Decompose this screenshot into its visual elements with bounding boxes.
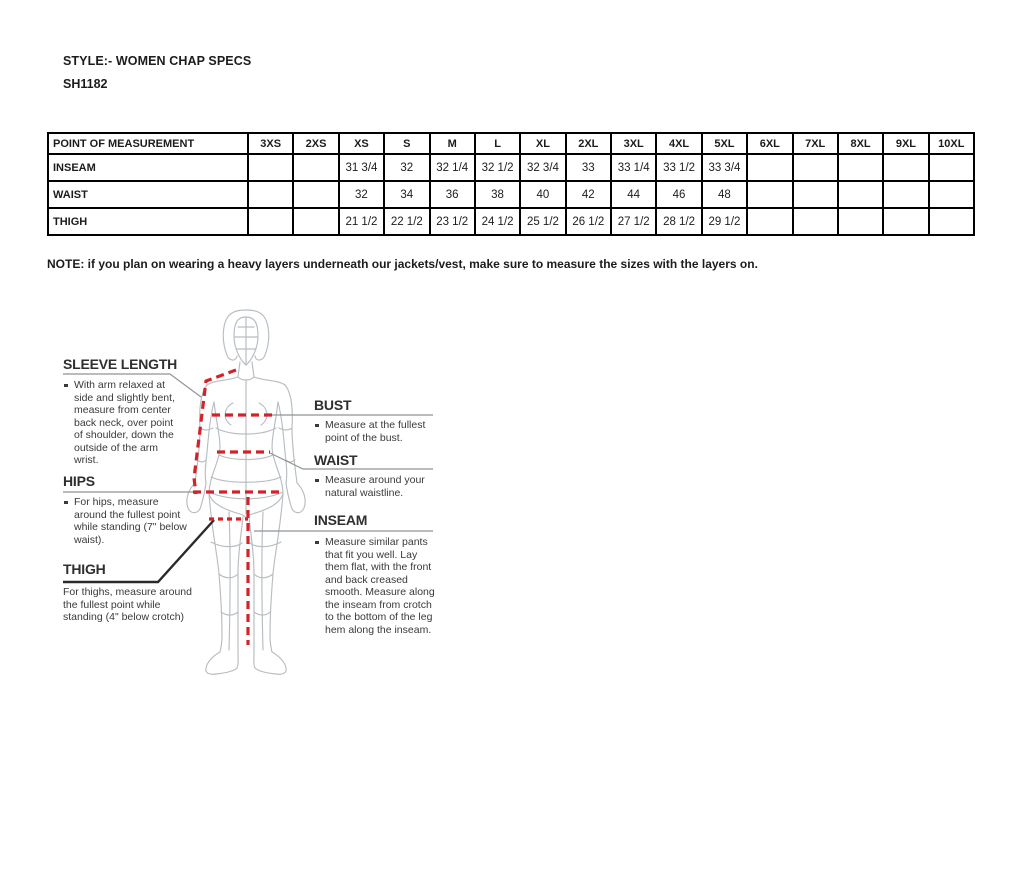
hips-title: HIPS: [63, 473, 95, 489]
measurement-value-cell: [293, 154, 338, 181]
bust-title: BUST: [314, 397, 352, 413]
column-header-size: 5XL: [702, 133, 747, 154]
column-header-point-of-measurement: POINT OF MEASUREMENT: [48, 133, 248, 154]
measurement-value-cell: 29 1/2: [702, 208, 747, 235]
measurement-value-cell: 32: [384, 154, 429, 181]
measurement-value-cell: [929, 208, 974, 235]
measurement-value-cell: 42: [566, 181, 611, 208]
measurement-value-cell: 23 1/2: [430, 208, 475, 235]
measurement-value-cell: [293, 181, 338, 208]
measurement-value-cell: 21 1/2: [339, 208, 384, 235]
measurement-value-cell: [248, 181, 293, 208]
sleeve-measure-line: [194, 370, 236, 494]
thigh-title: THIGH: [63, 561, 106, 577]
size-table-head: [48, 133, 974, 154]
hips-description: For hips, measure around the fullest point while standing (7" below waist).: [63, 496, 191, 546]
column-header-size: 6XL: [747, 133, 792, 154]
measurement-value-cell: 22 1/2: [384, 208, 429, 235]
column-header-size: 4XL: [656, 133, 701, 154]
measurement-value-cell: [838, 208, 883, 235]
size-table-header-row: [48, 133, 974, 154]
measurement-value-cell: [747, 154, 792, 181]
size-table: [47, 132, 975, 236]
measurement-row: [48, 154, 974, 181]
note-text: NOTE: if you plan on wearing a heavy layers underneath our jackets/vest, make sure to measure the sizes with the layers on.: [47, 257, 758, 271]
measurement-value-cell: [793, 181, 838, 208]
measurement-value-cell: 38: [475, 181, 520, 208]
style-code: SH1182: [63, 77, 108, 91]
measurement-value-cell: [838, 154, 883, 181]
column-header-size: 7XL: [793, 133, 838, 154]
bust-description: Measure at the fullest point of the bust.: [314, 419, 432, 444]
measurement-value-cell: [883, 181, 928, 208]
column-header-size: 8XL: [838, 133, 883, 154]
size-table-body: [48, 154, 974, 235]
measurement-value-cell: 33 3/4: [702, 154, 747, 181]
measurement-value-cell: [793, 208, 838, 235]
measurement-value-cell: [883, 154, 928, 181]
measurement-value-cell: 26 1/2: [566, 208, 611, 235]
measurement-value-cell: 24 1/2: [475, 208, 520, 235]
column-header-size: 10XL: [929, 133, 974, 154]
sleeve-length-title: SLEEVE LENGTH: [63, 356, 178, 372]
measurement-value-cell: 40: [520, 181, 565, 208]
row-label: WAIST: [48, 181, 248, 208]
measurement-value-cell: 32 1/4: [430, 154, 475, 181]
measurement-value-cell: [248, 208, 293, 235]
measurement-value-cell: 31 3/4: [339, 154, 384, 181]
measurement-value-cell: 34: [384, 181, 429, 208]
thigh-description: For thighs, measure around the fullest point while standing (4" below crotch): [63, 586, 192, 623]
inseam-title: INSEAM: [314, 512, 368, 528]
inseam-description: Measure similar pants that fit you well. Lay them flat, with the front and back creased smooth. Measure along the inseam from crotch to the bottom of the leg hem along the inseam.: [314, 536, 442, 636]
waist-title: WAIST: [314, 452, 358, 468]
measurement-value-cell: 32: [339, 181, 384, 208]
measurement-value-cell: 28 1/2: [656, 208, 701, 235]
waist-description: Measure around your natural waistline.: [314, 474, 428, 499]
measurement-value-cell: 27 1/2: [611, 208, 656, 235]
sleeve-length-description: With arm relaxed at side and slightly bent, measure from center back neck, over point of shoulder, down the outside of the arm wrist.: [63, 379, 177, 467]
measurement-value-cell: [747, 208, 792, 235]
measurement-value-cell: 33: [566, 154, 611, 181]
column-header-size: S: [384, 133, 429, 154]
measurement-value-cell: 36: [430, 181, 475, 208]
measurement-value-cell: 25 1/2: [520, 208, 565, 235]
column-header-size: XL: [520, 133, 565, 154]
measurement-value-cell: [293, 208, 338, 235]
measurement-value-cell: 46: [656, 181, 701, 208]
measurement-row: [48, 208, 974, 235]
measurement-value-cell: 32 1/2: [475, 154, 520, 181]
style-title: STYLE:- WOMEN CHAP SPECS: [63, 54, 252, 68]
measurement-value-cell: 33 1/4: [611, 154, 656, 181]
measurement-value-cell: [929, 154, 974, 181]
measurement-value-cell: [248, 154, 293, 181]
measurement-value-cell: [838, 181, 883, 208]
column-header-size: 2XL: [566, 133, 611, 154]
column-header-size: XS: [339, 133, 384, 154]
measurement-value-cell: 33 1/2: [656, 154, 701, 181]
column-header-size: 3XS: [248, 133, 293, 154]
column-header-size: L: [475, 133, 520, 154]
column-header-size: 9XL: [883, 133, 928, 154]
measurement-value-cell: [883, 208, 928, 235]
column-header-size: 2XS: [293, 133, 338, 154]
row-label: THIGH: [48, 208, 248, 235]
measurement-value-cell: [793, 154, 838, 181]
column-header-size: 3XL: [611, 133, 656, 154]
measurement-row: [48, 181, 974, 208]
measurement-value-cell: 44: [611, 181, 656, 208]
row-label: INSEAM: [48, 154, 248, 181]
column-header-size: M: [430, 133, 475, 154]
measurement-value-cell: [747, 181, 792, 208]
measurement-value-cell: 48: [702, 181, 747, 208]
measurement-value-cell: 32 3/4: [520, 154, 565, 181]
measurement-value-cell: [929, 181, 974, 208]
